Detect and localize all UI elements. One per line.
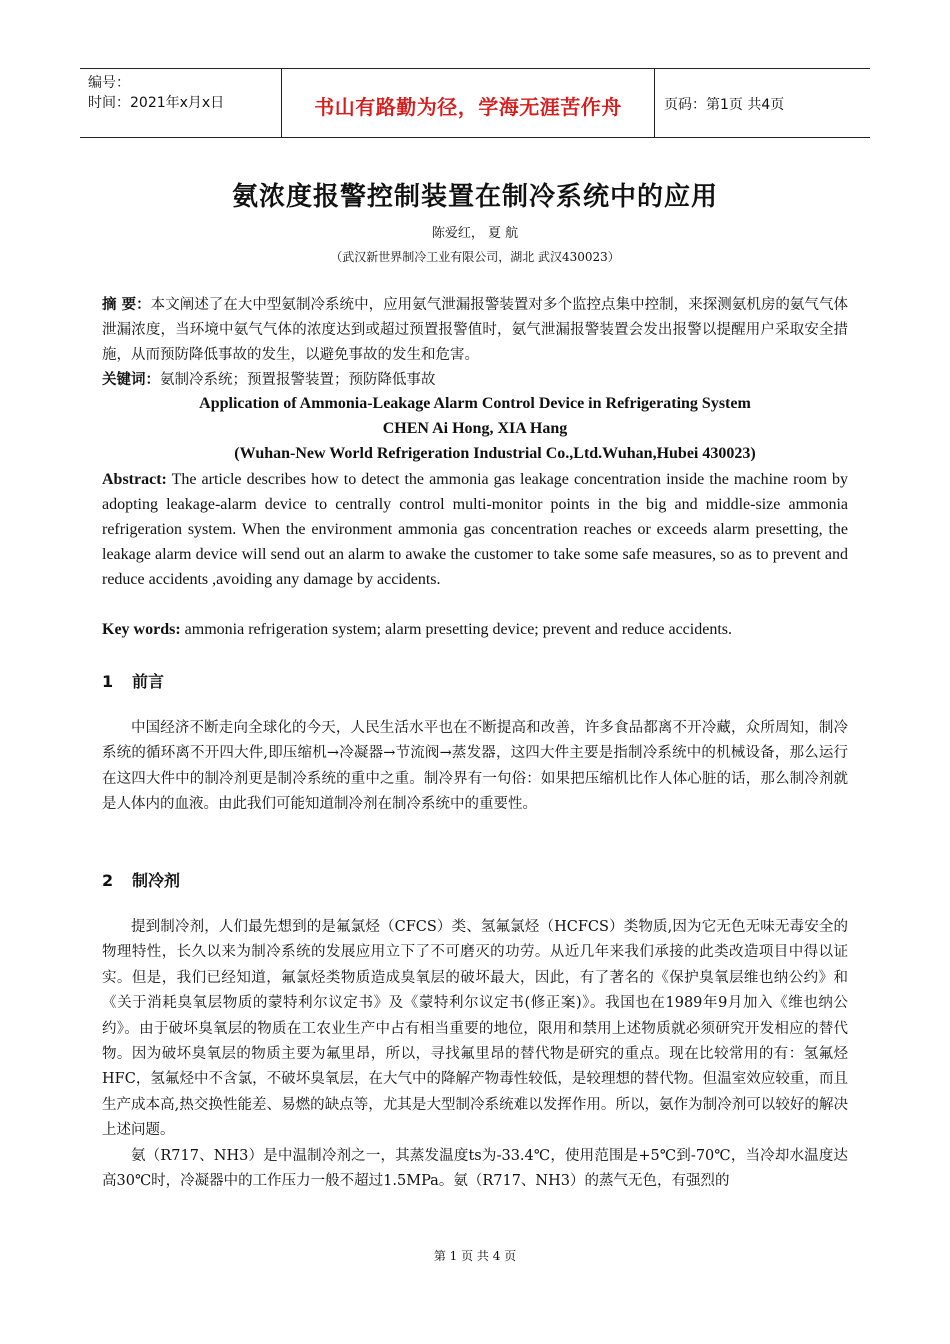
english-authors: CHEN Ai Hong, XIA Hang	[382, 420, 568, 437]
page-info: 页码：第1页 共4页	[664, 97, 785, 113]
serial-label: 编号：	[88, 75, 130, 91]
keywords-en-text: ammonia refrigeration system; alarm presetting device; prevent and reduce accidents.	[180, 621, 732, 638]
header-page-cell	[655, 69, 870, 137]
keywords-cn-label: 关键词：	[102, 372, 160, 388]
keywords-en	[102, 617, 848, 642]
page-title: 氨浓度报警控制装置在制冷系统中的应用	[231, 182, 718, 212]
time-label: 时间：2021年x月x日	[88, 95, 225, 111]
english-affiliation: (Wuhan-New World Refrigeration Industrial Co.,Ltd.Wuhan,Hubei 430023)	[234, 445, 756, 462]
section-title: 制冷剂	[132, 871, 181, 890]
abstract-cn-text: 本文阐述了在大中型氨制冷系统中，应用氨气泄漏报警装置对多个监控点集中控制，来探测氨机房的氨气气体泄漏浓度，当环境中氨气气体的浓度达到或超过预置报警值时，氨气泄漏报警装置会发出报警以提醒用户采取安全措施，从而预防降低事故的发生，以避免事故的发生和危害。	[102, 297, 848, 363]
abstract-cn-label: 摘 要：	[102, 297, 151, 313]
paragraph: 提到制冷剂，人们最先想到的是氟氯烃（CFCS）类、氢氟氯烃（HCFCS）类物质,因为它无色无味无毒安全的物理特性，长久以来为制冷系统的发展应用立下了不可磨灭的功劳。从近几年来我们承接的此类改造项目中得以证实。但是，我们已经知道，氟氯烃类物质造成臭氧层的破坏最大，因此，有了著名的《保护臭氧层维也纳公约》和《关于消耗臭氧层物质的蒙特利尔议定书》及《蒙特利尔议定书(修正案)》。我国也在1989年9月加入《维也纳公约》。由于破坏臭氧层的物质在工农业生产中占有相当重要的地位，限用和禁用上述物质就必须研究开发相应的替代物。因为破坏臭氧层的物质主要为氟里昂，所以，寻找氟里昂的替代物是研究的重点。现在比较常用的有：氢氟烃HFC，氢氟烃中不含氯，不破坏臭氧层，在大气中的降解产物毒性较低，是较理想的替代物。但温室效应较重，而且生产成本高,热交换性能差、易燃的缺点等，尤其是大型制冷系统难以发挥作用。所以，氨作为制冷剂可以较好的解决上述问题。	[102, 919, 848, 1139]
header-table	[80, 68, 870, 138]
motto-text: 书山有路勤为径，学海无涯苦作舟	[314, 95, 622, 119]
paragraph: 氨（R717、NH3）是中温制冷剂之一，其蒸发温度ts为-33.4℃，使用范围是+5℃到-70℃，当冷却水温度达高30℃时，冷凝器中的工作压力一般不超过1.5MPa。氨（R717、NH3）的蒸气无色，有强烈的	[102, 1147, 848, 1190]
section-2-heading	[102, 868, 180, 891]
page-footer: 第 1 页 共 4 页	[433, 1249, 517, 1263]
abstract-en	[102, 467, 848, 592]
section-2-body	[102, 915, 848, 1194]
abstract-cn	[102, 293, 848, 368]
abstract-en-text: The article describes how to detect the ammonia gas leakage concentration inside the machine room by adopting leakage-alarm device to centrally control multi-monitor points in the big and middle-size ammonia refrigeration system. When the environment ammonia gas concentration reaches or exceeds alarm presetting, the leakage alarm device will send out an alarm to awake the customer to take some safe measures, so as to prevent and reduce accidents ,avoiding any damage by accidents.	[102, 471, 848, 588]
section-number: 2	[102, 871, 114, 890]
section-1-heading	[102, 669, 164, 692]
english-title: Application of Ammonia-Leakage Alarm Control Device in Refrigerating System	[199, 395, 751, 412]
section-title: 前言	[132, 672, 165, 691]
section-number: 1	[102, 672, 114, 691]
keywords-cn	[102, 368, 848, 393]
keywords-en-label: Key words:	[102, 621, 181, 638]
keywords-cn-text: 氨制冷系统；预置报警装置；预防降低事故	[160, 372, 436, 388]
authors: 陈爱红， 夏 航	[431, 226, 519, 241]
header-motto-cell	[282, 69, 655, 137]
header-meta-cell	[80, 69, 282, 137]
affiliation: （武汉新世界制冷工业有限公司，湖北 武汉430023）	[330, 250, 620, 264]
paragraph: 中国经济不断走向全球化的今天，人民生活水平也在不断提高和改善，许多食品都离不开冷藏，众所周知，制冷系统的循环离不开四大件,即压缩机→冷凝器→节流阀→蒸发器，这四大件主要是指制冷系统中的机械设备，那么运行在这四大件中的制冷剂更是制冷系统的重中之重。制冷界有一句俗：如果把压缩机比作人体心脏的话，那么制冷剂就是人体内的血液。由此我们可能知道制冷剂在制冷系统中的重要性。	[102, 720, 848, 813]
section-1-body	[102, 716, 848, 818]
abstract-en-label: Abstract:	[102, 471, 167, 488]
